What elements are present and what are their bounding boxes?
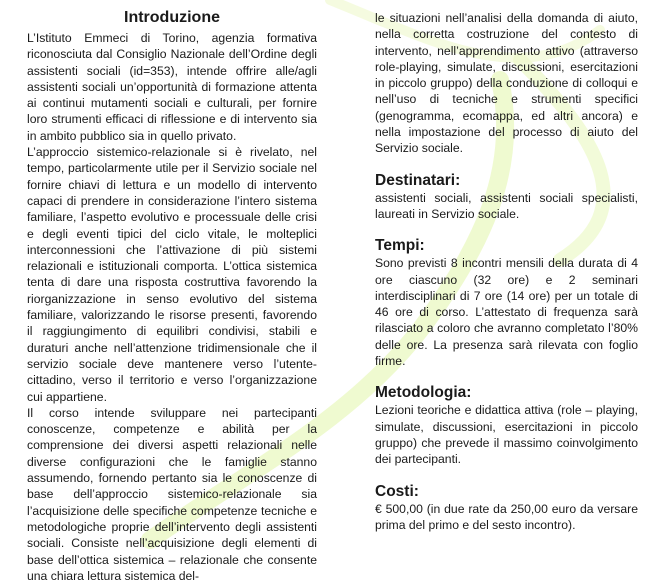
section-text: assistenti sociali, assistenti sociali specialisti, laureati in Servizio sociale. [375,190,638,221]
section-costi [375,482,638,534]
intro-paragraph-2: L’approccio sistemico-relazionale si è rivelato, nel tempo, particolarmente utile per il Servizio sociale nel fornire chiavi di lettura e un modello di intervento capaci di prendere in considerazione l’intero sistema familiare, l’aspetto evolutivo e processuale delle crisi e degli eventi tipici del ciclo vitale, le molteplici interconnessioni che l’attivazione di più sistemi relazionali e istituzionali comporta. L’ottica sistemica tenta di dare una risposta costruttiva favorendo la riorganizzazione in senso evolutivo del sistema familiare, valorizzando le risorse presenti, favorendo il raggiungimento di equilibri condivisi, stabili e duraturi anche nell’attenzione tridimensionale che il servizio sociale deve mantenere verso l’utente-cittadino, verso il territorio e verso l’organizzazione cui appartiene. [27,145,317,404]
introduction-title: Introduzione [124,9,220,26]
intro-paragraph-1: L’Istituto Emmeci di Torino, agenzia formativa riconosciuta dal Consiglio Nazionale dell’Ordine degli assistenti sociali (id=353), intende offrire alle/agli assistenti sociali un’opportunità di formazione attenta ai continui mutamenti sociali e culturali, per fornire loro strumenti efficaci di riflessione e di intervento sia in ambito pubblico sia in quello privato. [27,31,317,143]
section-heading: Costi: [375,482,419,500]
section-heading: Metodologia: [375,384,472,402]
section-tempi [375,236,638,369]
section-text: € 500,00 (in due rate da 250,00 euro da versare prima del primo e del sesto incontro). [375,501,638,532]
left-column [27,8,317,584]
section-heading: Destinatari: [375,171,461,189]
continuation-block [375,10,638,157]
section-text: Lezioni teoriche e didattica attiva (role – playing, simulate, discussioni, esercitazioni in piccolo gruppo) che prevede il massimo coinvolgimento dei partecipanti. [375,403,638,467]
section-heading: Tempi: [375,237,425,255]
continuation-paragraph: le situazioni nell’analisi della domanda di aiuto, nella corretta costruzione del contesto di intervento, nell’apprendimento attivo (attraverso role-playing, simulate, discussioni, esercitazioni in piccolo gruppo) della conduzione di colloqui e nell’uso di tecniche e strumenti specifici (genogramma, ecomappa, ed altri ancora) e nella impostazione del processo di aiuto del Servizio sociale. [375,11,638,156]
section-metodologia [375,383,638,467]
section-text: Sono previsti 8 incontri mensili della durata di 4 ore ciascuno (32 ore) e 2 seminari interdisciplinari di 7 ore (14 ore) per un totale di 46 ore di corso. L’attestato di frequenza sarà rilasciato a coloro che avranno completato l’80% delle ore. La presenza sarà rilevata con foglio firme. [375,256,638,369]
right-column [375,10,638,547]
intro-paragraph-3: Il corso intende sviluppare nei partecipanti conoscenze, competenze e abilità per la comprensione dei diversi aspetti relazionali nelle diverse configurazioni che le famiglie stanno assumendo, fornendo pertanto sia le conoscenze di base dell’approccio sistemico-relazionale sia l’acquisizione delle specifiche competenze tecniche e metodologiche proprie dell’intervento degli assistenti sociali. Consiste nell’acquisizione degli elementi di base dell’ottica sistemica – relazionale che consente una chiara lettura sistemica del- [27,405,317,583]
section-destinatari [375,171,638,223]
